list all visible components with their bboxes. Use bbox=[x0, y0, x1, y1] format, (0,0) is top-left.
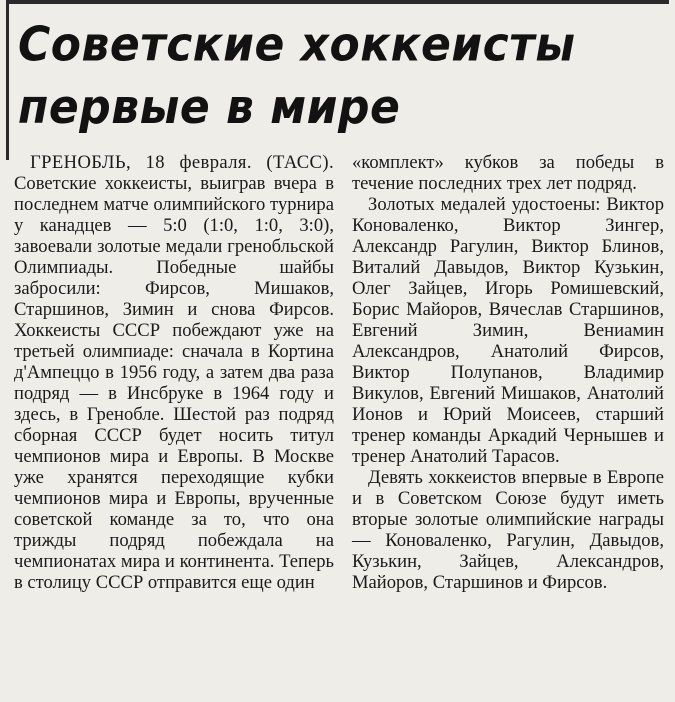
headline-line-2: первые в мире bbox=[18, 79, 401, 135]
article-column-right bbox=[352, 152, 664, 593]
article-paragraph-1 bbox=[14, 152, 334, 593]
dateline: ГРЕНОБЛЬ, 18 февраля. (ТАСС). bbox=[30, 152, 334, 173]
article-body-left: Советские хоккеисты, выиграв вчера в последнем матче олимпийского турнира у канадцев — 5:0 (1:0, 1:0, 3:0), завоевали золотые медали гренобльской Олимпиады. Победные шайбы забросили: Фирсов, Мишаков, Старшинов, Зимин и снова Фирсов. Хоккеисты СССР побеждают уже на третьей олимпиаде: сначала в Кортина д'Ампеццо в 1956 году, а затем два раза подряд — в Инсбруке в 1964 году и здесь, в Гренобле. Шестой раз подряд сборная СССР будет носить титул чемпионов мира и Европы. В Москве уже хранятся переходящие кубки чемпионов мира и Европы, врученные советской команде за то, что она трижды подряд побеждала на чемпионатах мира и континента. Теперь в столицу СССР отправится еще один bbox=[14, 173, 334, 593]
top-border-rule bbox=[6, 0, 669, 4]
left-border-rule bbox=[6, 0, 9, 160]
headline-line-1: Советские хоккеисты bbox=[18, 17, 576, 73]
article-paragraph-continued: «комплект» кубков за победы в течение последних трех лет подряд. bbox=[352, 152, 664, 194]
article-paragraph-medalists: Золотых медалей удостоены: Виктор Коноваленко, Виктор Зингер, Александр Рагулин, Виктор Блинов, Виталий Давыдов, Виктор Кузькин, Олег Зайцев, Игорь Ромишевский, Борис Майоров, Вячеслав Старшинов, Евгений Зимин, Вениамин Александров, Анатолий Фирсов, Виктор Полупанов, Владимир Викулов, Евгений Мишаков, Анатолий Ионов и Юрий Моисеев, старший тренер команды Аркадий Чернышев и тренер Анатолий Тарасов. bbox=[352, 194, 664, 467]
headline bbox=[18, 14, 658, 139]
article-paragraph-second-gold: Девять хоккеистов впервые в Европе и в Советском Союзе будут иметь вторые золотые олимпийские награды — Коноваленко, Рагулин, Давыдов, Кузькин, Зайцев, Александров, Майоров, Старшинов и Фирсов. bbox=[352, 467, 664, 593]
article-column-left bbox=[14, 152, 334, 593]
